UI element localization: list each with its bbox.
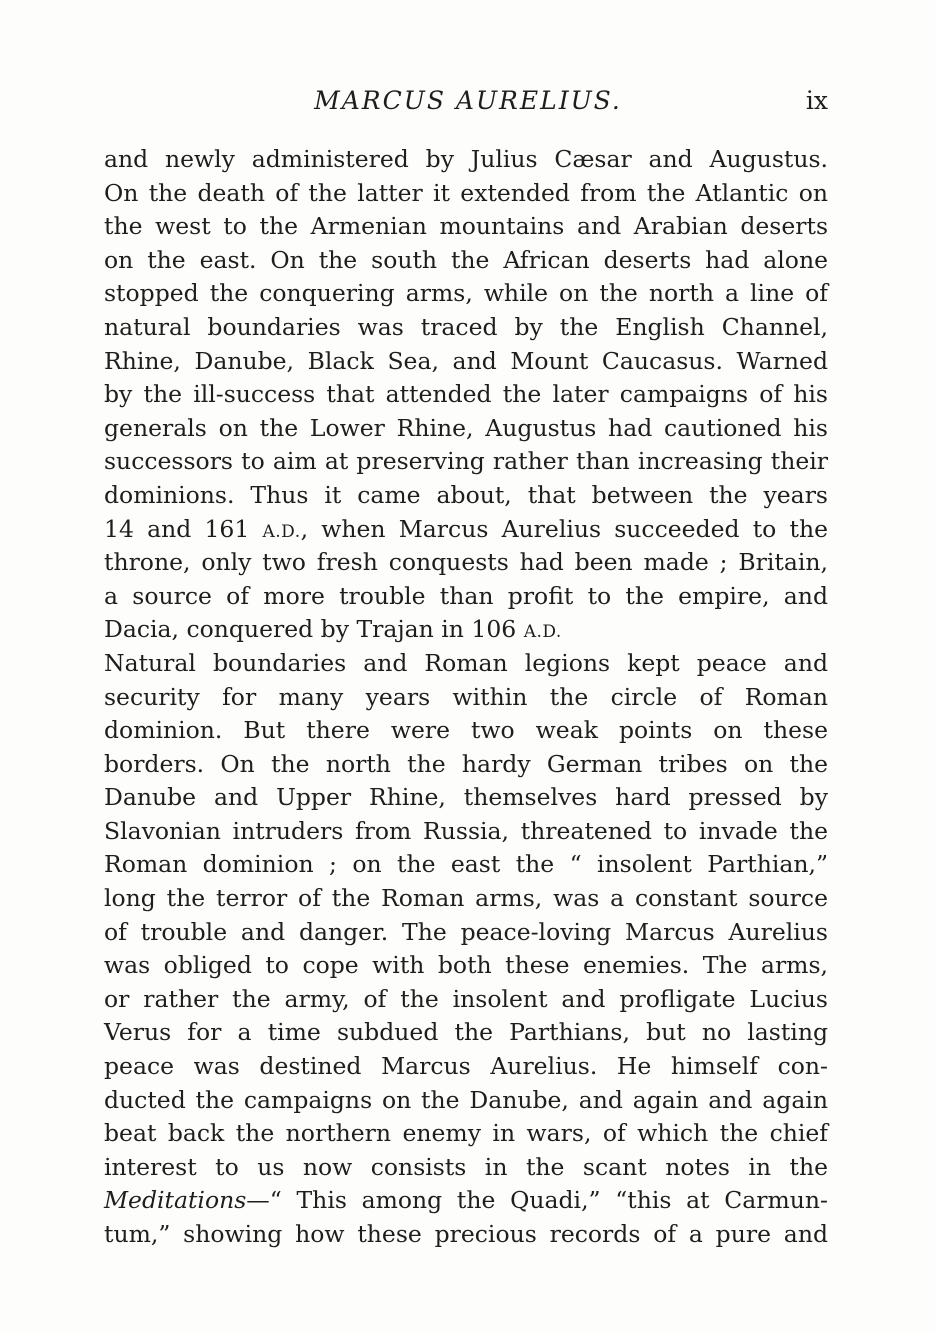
paragraph-1 (104, 143, 828, 647)
text-line: stopped the conquering arms, while on the north a line of (104, 279, 828, 308)
text-line: on the east. On the south the African deserts had alone (104, 245, 828, 274)
text-line: a source of more trouble than profit to the empire, and (104, 581, 828, 610)
text-line (104, 1184, 828, 1218)
text-line: throne, only two fresh conquests had been made ; Britain, (104, 548, 828, 577)
text-line: dominions. Thus it came about, that between the years (104, 480, 828, 509)
text-line: of trouble and danger. The peace-loving Marcus Aurelius (104, 917, 828, 946)
text-line: interest to us now consists in the scant notes in the (104, 1152, 828, 1181)
text-line (104, 513, 828, 547)
era-abbreviation: A.D. (523, 622, 562, 643)
text-line (104, 613, 828, 647)
text-line: beat back the northern enemy in wars, of which the chief (104, 1119, 828, 1148)
text-line: Danube and Upper Rhine, themselves hard pressed by (104, 783, 828, 812)
paragraph-2 (104, 647, 828, 1252)
text-line: dominion. But there were two weak points on these (104, 716, 828, 745)
page-number: ix (805, 86, 828, 115)
text-line: ducted the campaigns on the Danube, and again and again (104, 1085, 828, 1114)
text-line: peace was destined Marcus Aurelius. He himself con- (104, 1052, 828, 1081)
text-line: tum,” showing how these precious records of a pure and (104, 1220, 828, 1248)
text-line: Natural boundaries and Roman legions kept peace and (104, 648, 828, 677)
text-line: was obliged to cope with both these enemies. The arms, (104, 951, 828, 980)
line-text: —“ This among the Quadi,” “this at Carmun- (246, 1186, 828, 1215)
book-title: Meditations (104, 1186, 247, 1215)
text-line: Roman dominion ; on the east the “ insolent Parthian,” (104, 850, 828, 879)
text-line: by the ill-success that attended the later campaigns of his (104, 380, 828, 409)
text-line: natural boundaries was traced by the English Channel, (104, 312, 828, 341)
running-title: MARCUS AURELIUS. (314, 86, 622, 115)
text-line: successors to aim at preserving rather than increasing their (104, 447, 828, 476)
text-line: the west to the Armenian mountains and Arabian deserts (104, 212, 828, 241)
text-line: and newly administered by Julius Cæsar and Augustus. (104, 145, 828, 173)
text-line: or rather the army, of the insolent and profligate Lucius (104, 984, 828, 1013)
text-line: security for many years within the circle of Roman (104, 682, 828, 711)
page-header (104, 80, 832, 120)
body-text (104, 143, 828, 1252)
text-line: Slavonian intruders from Russia, threatened to invade the (104, 816, 828, 845)
line-text: , when Marcus Aurelius succeeded to the (300, 514, 829, 543)
text-line: generals on the Lower Rhine, Augustus had cautioned his (104, 413, 828, 442)
text-line: long the terror of the Roman arms, was a constant source (104, 884, 828, 913)
line-text: 14 and 161 (104, 514, 263, 543)
text-line: Verus for a time subdued the Parthians, but no lasting (104, 1018, 828, 1047)
text-line: On the death of the latter it extended from the Atlantic on (104, 178, 828, 207)
text-line: borders. On the north the hardy German tribes on the (104, 749, 828, 778)
text-line: Rhine, Danube, Black Sea, and Mount Caucasus. Warned (104, 346, 828, 375)
era-abbreviation: A.D. (262, 521, 301, 542)
line-text: Dacia, conquered by Trajan in 106 (104, 615, 524, 644)
